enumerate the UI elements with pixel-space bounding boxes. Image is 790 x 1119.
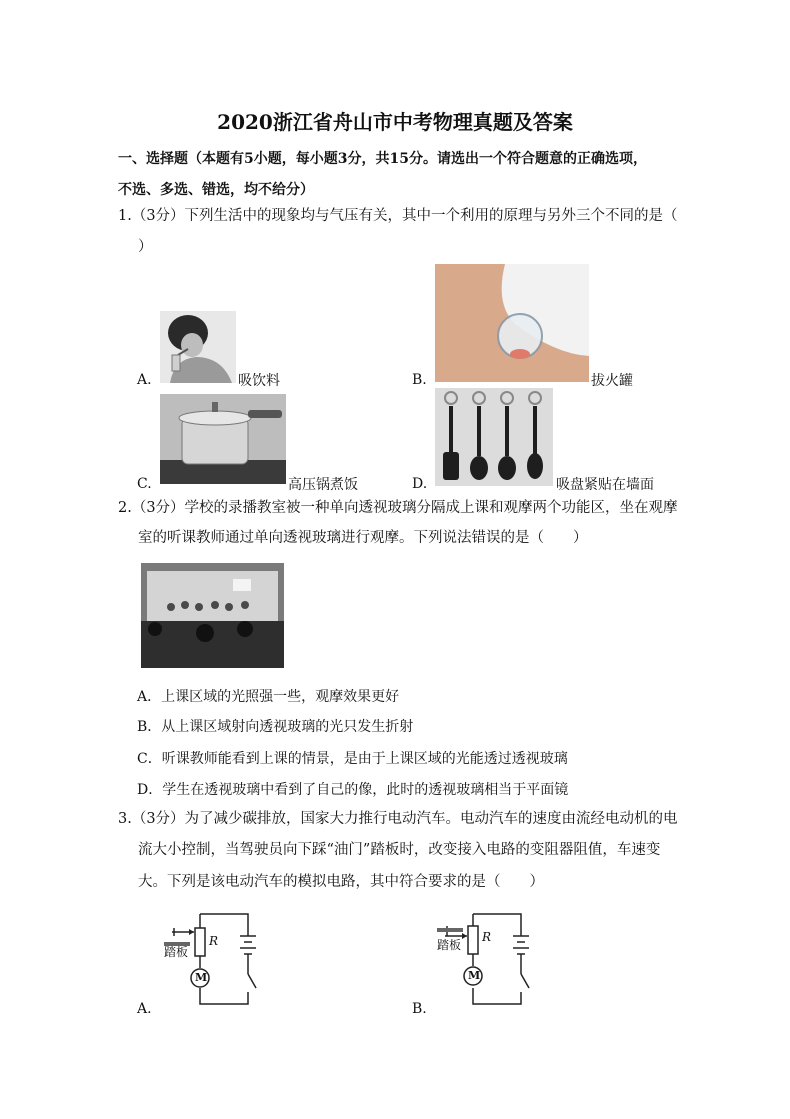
q3-stem-line1: 3.（3分）为了减少碳排放，国家大力推行电动汽车。电动汽车的速度由流经电动机的电	[118, 811, 678, 827]
q1-stem-line1: 1.（3分）下列生活中的现象均与气压有关，其中一个利用的原理与另外三个不同的是（	[118, 208, 678, 224]
q3-circuit-b-pedal-label: 踏板	[437, 938, 462, 952]
q2-option-a: A．上课区域的光照强一些，观摩效果更好	[137, 689, 400, 705]
q2-option-d: D．学生在透视玻璃中看到了自己的像，此时的透视玻璃相当于平面镜	[137, 782, 569, 798]
q1-option-d-image	[435, 388, 553, 486]
section-heading-line2: 不选、多选、错选，均不给分）	[118, 182, 314, 198]
q1-option-b-letter: B.	[412, 372, 427, 388]
q1-option-d-text: 吸盘紧贴在墙面	[556, 477, 654, 493]
q2-option-b: B．从上课区域射向透视玻璃的光只发生折射	[137, 719, 414, 735]
q1-option-b-image	[435, 264, 589, 382]
q3-circuit-a-resistor-label: R	[209, 934, 219, 948]
q1-option-a-letter: A.	[137, 372, 152, 388]
q3-option-b-letter: B.	[412, 1001, 427, 1017]
q1-stem-line2: ）	[138, 239, 153, 255]
q1-option-c-image	[160, 394, 286, 484]
q2-classroom-image	[141, 563, 284, 668]
q3-circuit-b-diagram	[433, 906, 533, 1012]
q3-circuit-a-pedal-label: 踏板	[164, 945, 189, 959]
q3-circuit-a-diagram	[160, 906, 260, 1012]
q2-option-c: C．听课教师能看到上课的情景，是由于上课区域的光能透过透视玻璃	[137, 751, 568, 767]
q2-stem-line2: 室的听课教师通过单向透视玻璃进行观摩。下列说法错误的是（ ）	[138, 530, 588, 546]
q1-option-a-image	[160, 311, 236, 383]
q1-option-a-text: 吸饮料	[238, 373, 280, 389]
q2-stem-line1: 2.（3分）学校的录播教室被一种单向透视玻璃分隔成上课和观摩两个功能区，坐在观摩	[118, 500, 678, 516]
q3-stem-line3: 大。下列是该电动汽车的模拟电路，其中符合要求的是（ ）	[138, 874, 544, 890]
q3-circuit-b-resistor-label: R	[482, 930, 492, 944]
q3-circuit-b-motor-label: M	[468, 969, 481, 982]
q3-stem-line2: 流大小控制，当驾驶员向下踩“油门”踏板时，改变接入电路的变阻器阻值，车速变	[138, 842, 661, 858]
q3-circuit-a-motor-label: M	[195, 971, 208, 984]
q1-option-d-letter: D.	[412, 476, 428, 492]
q1-option-b-text: 拔火罐	[591, 373, 633, 389]
q1-option-c-text: 高压锅煮饭	[288, 477, 358, 493]
q3-option-a-letter: A.	[137, 1001, 152, 1017]
q1-option-c-letter: C.	[137, 476, 152, 492]
page-title: 2020浙江省舟山市中考物理真题及答案	[217, 110, 573, 134]
section-heading-line1: 一、选择题（本题有5小题，每小题3分，共15分。请选出一个符合题意的正确选项，	[118, 151, 647, 167]
